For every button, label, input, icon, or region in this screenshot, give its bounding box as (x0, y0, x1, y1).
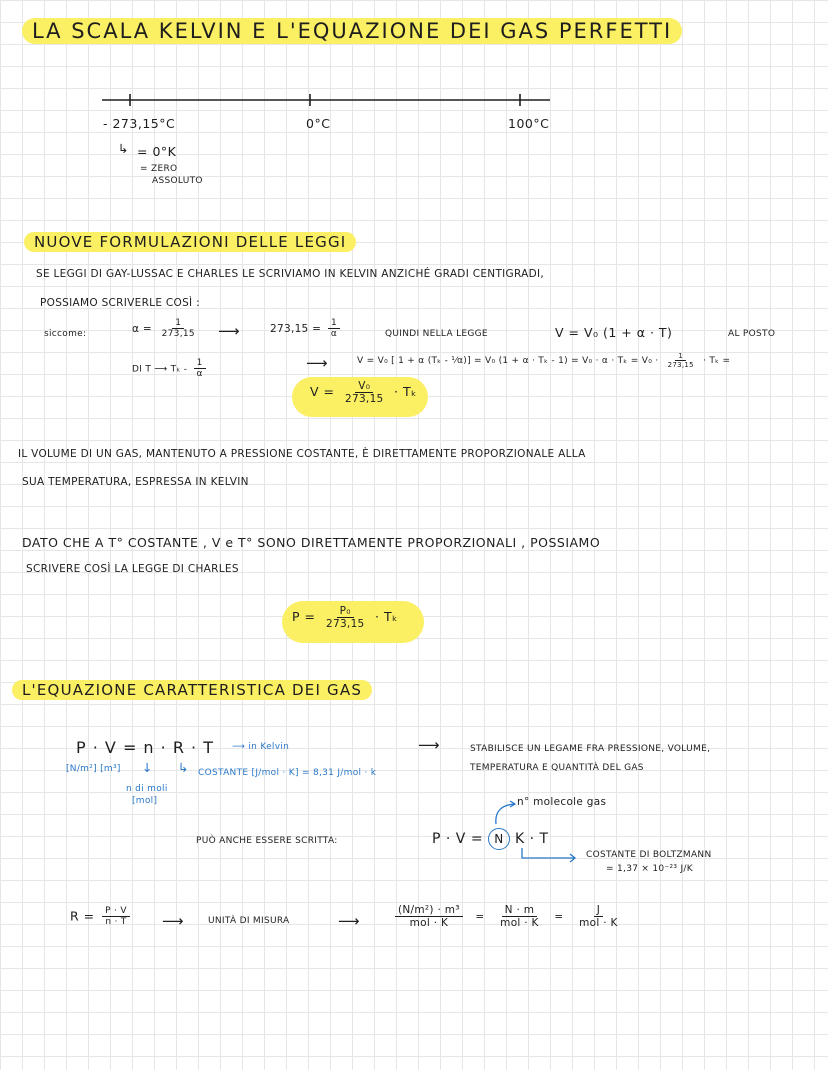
units-pv: [N/m²] [m³] (66, 764, 121, 774)
long-eq-a: V = V₀ [ 1 + α (Tₖ - ¹⁄α)] = V₀ (1 + α · Tₖ - 1) = V₀ · α · Tₖ = V₀ · (357, 356, 659, 367)
stabilisce-line1: STABILISCE UN LEGAME FRA PRESSIONE, VOLUME, (470, 744, 711, 754)
boltzmann-pointer-arrow (518, 846, 580, 864)
n-molecole-label: n° molecole gas (517, 796, 607, 808)
charles-den: 273,15 (325, 618, 365, 631)
kelvin-zero: = 0°K (137, 144, 177, 159)
result-den: 273,15 (344, 393, 384, 406)
result-formula-v (310, 380, 417, 405)
stabilisce-line2: TEMPERATURA E QUANTITÀ DEL GAS (470, 763, 644, 773)
result-fraction (342, 380, 387, 405)
long-eq-fraction (665, 352, 697, 369)
n-circle: N (488, 828, 510, 850)
ideal-gas-equation: P · V = n · R · T (76, 738, 214, 757)
long-eq-b: · Tₖ = (703, 356, 731, 367)
para2-line1: DATO CHE A T° COSTANTE , V e T° SONO DIRETTAMENTE PROPORZIONALI , POSSIAMO (22, 535, 601, 550)
charles-fraction (323, 605, 368, 630)
r-arrow-icon: ↳ (178, 760, 189, 775)
t273-lhs: 273,15 = (270, 322, 322, 335)
page-title: LA SCALA KELVIN E L'EQUAZIONE DEI GAS PERFETTI (22, 18, 682, 44)
arrow-icon: ⟶ (218, 322, 240, 340)
long-eq-num: 1 (675, 352, 686, 361)
di-t-den: α (196, 369, 203, 380)
zero-label: = ZERO (140, 164, 178, 174)
t273-definition (270, 318, 343, 340)
quindi-label: QUINDI NELLA LEGGE (385, 329, 488, 339)
alpha-den: 273,15 (161, 329, 195, 340)
costante-r: COSTANTE [J/mol · K] = 8,31 J/mol · k (198, 768, 377, 778)
boltzmann-value: = 1,37 × 10⁻²³ J/K (606, 864, 693, 874)
arrow-icon: ⟶ (338, 912, 360, 930)
r-fraction (102, 906, 130, 928)
temperature-scale-line (100, 90, 555, 110)
pointer-line (522, 848, 574, 858)
long-derivation (357, 352, 730, 369)
units-f1-den: mol · K (409, 917, 449, 930)
unita-misura-label: UNITÀ DI MISURA (208, 916, 290, 926)
scale-label-left: - 273,15°C (103, 116, 176, 131)
units-f3-num: J (594, 904, 603, 917)
equals-sign: = (475, 910, 485, 923)
result-lhs: V = (310, 384, 335, 400)
para1-line2: SUA TEMPERATURA, ESPRESSA IN KELVIN (22, 476, 249, 488)
r-lhs: R = (70, 908, 95, 924)
down-arrow-icon: ↓ (142, 760, 153, 775)
alpha-num: 1 (172, 318, 184, 329)
eq2-b: K · T (514, 831, 549, 847)
units-fraction-2 (497, 904, 542, 929)
units-fraction-1 (395, 904, 463, 929)
r-formula (70, 906, 133, 928)
units-f2-den: mol · K (500, 917, 539, 930)
alpha-lhs: α = (132, 322, 152, 335)
charles-formula (292, 605, 398, 630)
units-f1-num: (N/m²) · m³ (395, 904, 463, 917)
t273-fraction (328, 318, 340, 340)
di-t-text: DI T ⟶ Tₖ - (132, 364, 188, 375)
arrow-icon: ⟶ (418, 736, 440, 754)
units-f2-num: N · m (502, 904, 538, 917)
eq2-a: P · V = (432, 831, 484, 847)
section-heading-nuove-formulazioni: NUOVE FORMULAZIONI DELLE LEGGI (24, 232, 356, 252)
alpha-fraction (159, 318, 198, 340)
zero-label-2: ASSOLUTO (152, 176, 203, 186)
charles-num: P₀ (337, 605, 354, 618)
scale-label-mid: 0°C (306, 116, 331, 131)
charles-lhs: P = (292, 609, 316, 625)
units-derivation (392, 904, 624, 929)
puo-anche-label: PUÒ ANCHE ESSERE SCRITTA: (196, 836, 338, 846)
equals-sign: = (554, 910, 564, 923)
al-posto-label: AL POSTO (728, 329, 776, 339)
para2-line2: SCRIVERE COSÌ LA LEGGE DI CHARLES (26, 563, 239, 575)
section-heading-equazione-caratteristica: L'EQUAZIONE CARATTERISTICA DEI GAS (12, 680, 372, 700)
result-rhs: · Tₖ (394, 384, 417, 400)
mol-label: [mol] (132, 796, 158, 806)
units-fraction-3 (576, 904, 621, 929)
di-t-num: 1 (194, 358, 206, 369)
arrow-icon: ⟶ (162, 912, 184, 930)
r-num: P · V (102, 906, 130, 917)
molecule-pointer-arrow (488, 798, 518, 826)
di-t-substitution (132, 358, 209, 380)
alpha-definition (132, 318, 201, 340)
r-den: n · T (105, 917, 127, 928)
long-eq-den: 273,15 (667, 361, 694, 370)
arrow-icon: ⟶ (306, 354, 328, 372)
boltzmann-label: COSTANTE DI BOLTZMANN (586, 850, 712, 860)
section1-line2: POSSIAMO SCRIVERLE COSÌ : (40, 297, 200, 309)
para1-line1: IL VOLUME DI UN GAS, MANTENUTO A PRESSIONE COSTANTE, È DIRETTAMENTE PROPORZIONALE ALLA (18, 448, 586, 460)
kelvin-arrow-icon: ↳ (118, 141, 129, 156)
t273-den: α (330, 329, 338, 340)
units-f3-den: mol · K (579, 917, 618, 930)
n-moli-label: n di moli (126, 784, 168, 794)
pointer-curve (496, 804, 514, 824)
t273-num: 1 (328, 318, 340, 329)
in-kelvin-note: ⟶ in Kelvin (232, 742, 290, 752)
di-t-fraction (193, 358, 205, 380)
scale-label-right: 100°C (508, 116, 550, 131)
section1-line1: SE LEGGI DI GAY-LUSSAC E CHARLES LE SCRIVIAMO IN KELVIN ANZICHÉ GRADI CENTIGRADI, (36, 268, 545, 280)
siccome-label: siccome: (44, 329, 87, 339)
charles-rhs: · Tₖ (375, 609, 398, 625)
gay-lussac-law: V = V₀ (1 + α · T) (555, 325, 673, 340)
result-num: V₀ (355, 380, 373, 393)
